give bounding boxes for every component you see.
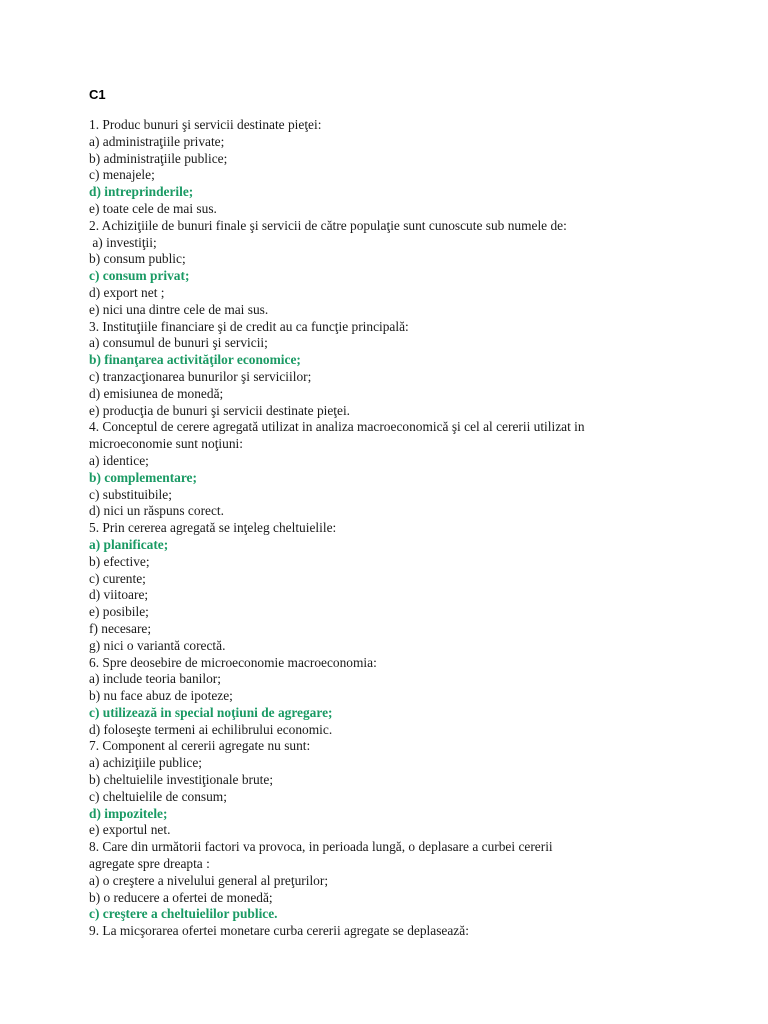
text-line: 8. Care din următorii factori va provoca, in perioada lungă, o deplasare a curbei cererii: [89, 839, 553, 855]
text-line: d) emisiunea de monedă;: [89, 385, 224, 401]
text-line: 2. Achiziţiile de bunuri finale şi servicii de către populaţie sunt cunoscute sub numele de:: [89, 217, 567, 233]
correct-answer-line: d) intreprinderile;: [89, 184, 194, 200]
text-line: a) include teoria banilor;: [89, 671, 221, 687]
text-line: d) foloseşte termeni ai echilibrului economic.: [89, 721, 333, 737]
text-line: b) nu face abuz de ipoteze;: [89, 688, 233, 704]
text-line: a) identice;: [89, 452, 149, 468]
text-line: a) investiţii;: [89, 234, 157, 250]
document-page: [89, 87, 749, 940]
correct-answer-line: a) planificate;: [89, 536, 169, 552]
text-line: b) consum public;: [89, 251, 186, 267]
text-line: b) efective;: [89, 553, 150, 569]
text-line: a) achiziţiile publice;: [89, 755, 203, 771]
text-line: 6. Spre deosebire de microeconomie macroeconomia:: [89, 654, 377, 670]
text-line: c) curente;: [89, 570, 146, 586]
text-line: a) administraţiile private;: [89, 133, 225, 149]
text-line: e) producţia de bunuri şi servicii destinate pieţei.: [89, 402, 351, 418]
text-line: c) tranzacţionarea bunurilor şi serviciilor;: [89, 368, 312, 384]
text-line: b) o reducere a ofertei de monedă;: [89, 889, 273, 905]
text-line: c) menajele;: [89, 167, 155, 183]
correct-answer-line: d) impozitele;: [89, 805, 168, 821]
correct-answer-line: c) utilizează in special noţiuni de agregare;: [89, 704, 333, 720]
text-line: 3. Instituţiile financiare şi de credit au ca funcţie principală:: [89, 318, 409, 334]
text-line: d) viitoare;: [89, 587, 149, 603]
question-list: [89, 117, 749, 940]
text-line: e) toate cele de mai sus.: [89, 200, 217, 216]
text-line: b) administraţiile publice;: [89, 150, 228, 166]
text-line: d) nici un răspuns corect.: [89, 503, 224, 519]
text-line: a) consumul de bunuri şi servicii;: [89, 335, 268, 351]
text-line: d) export net ;: [89, 284, 165, 300]
document-heading: C1: [89, 87, 106, 102]
text-line: f) necesare;: [89, 620, 152, 636]
correct-answer-line: c) consum privat;: [89, 268, 190, 284]
text-line: e) exportul net.: [89, 822, 171, 838]
text-line: 5. Prin cererea agregată se inţeleg cheltuielile:: [89, 520, 337, 536]
correct-answer-line: c) creştere a cheltuielilor publice.: [89, 906, 278, 922]
text-line: 1. Produc bunuri şi servicii destinate pieţei:: [89, 117, 322, 132]
text-line: 4. Conceptul de cerere agregată utilizat in analiza macroeconomică şi cel al cererii utilizat in: [89, 419, 585, 435]
text-line: 7. Component al cererii agregate nu sunt:: [89, 738, 311, 754]
text-line: e) nici una dintre cele de mai sus.: [89, 301, 269, 317]
correct-answer-line: b) finanţarea activităţilor economice;: [89, 352, 301, 368]
text-line: agregate spre dreapta :: [89, 856, 210, 872]
text-line: c) cheltuielile de consum;: [89, 788, 227, 804]
text-line: 9. La micşorarea ofertei monetare curba cererii agregate se deplasează:: [89, 923, 469, 939]
correct-answer-line: b) complementare;: [89, 469, 197, 485]
text-line: c) substituibile;: [89, 486, 172, 502]
text-line: a) o creştere a nivelului general al preţurilor;: [89, 872, 329, 888]
text-line: b) cheltuielile investiţionale brute;: [89, 772, 274, 788]
text-line: g) nici o variantă corectă.: [89, 637, 226, 653]
text-line: e) posibile;: [89, 604, 149, 620]
text-line: microeconomie sunt noţiuni:: [89, 436, 243, 452]
